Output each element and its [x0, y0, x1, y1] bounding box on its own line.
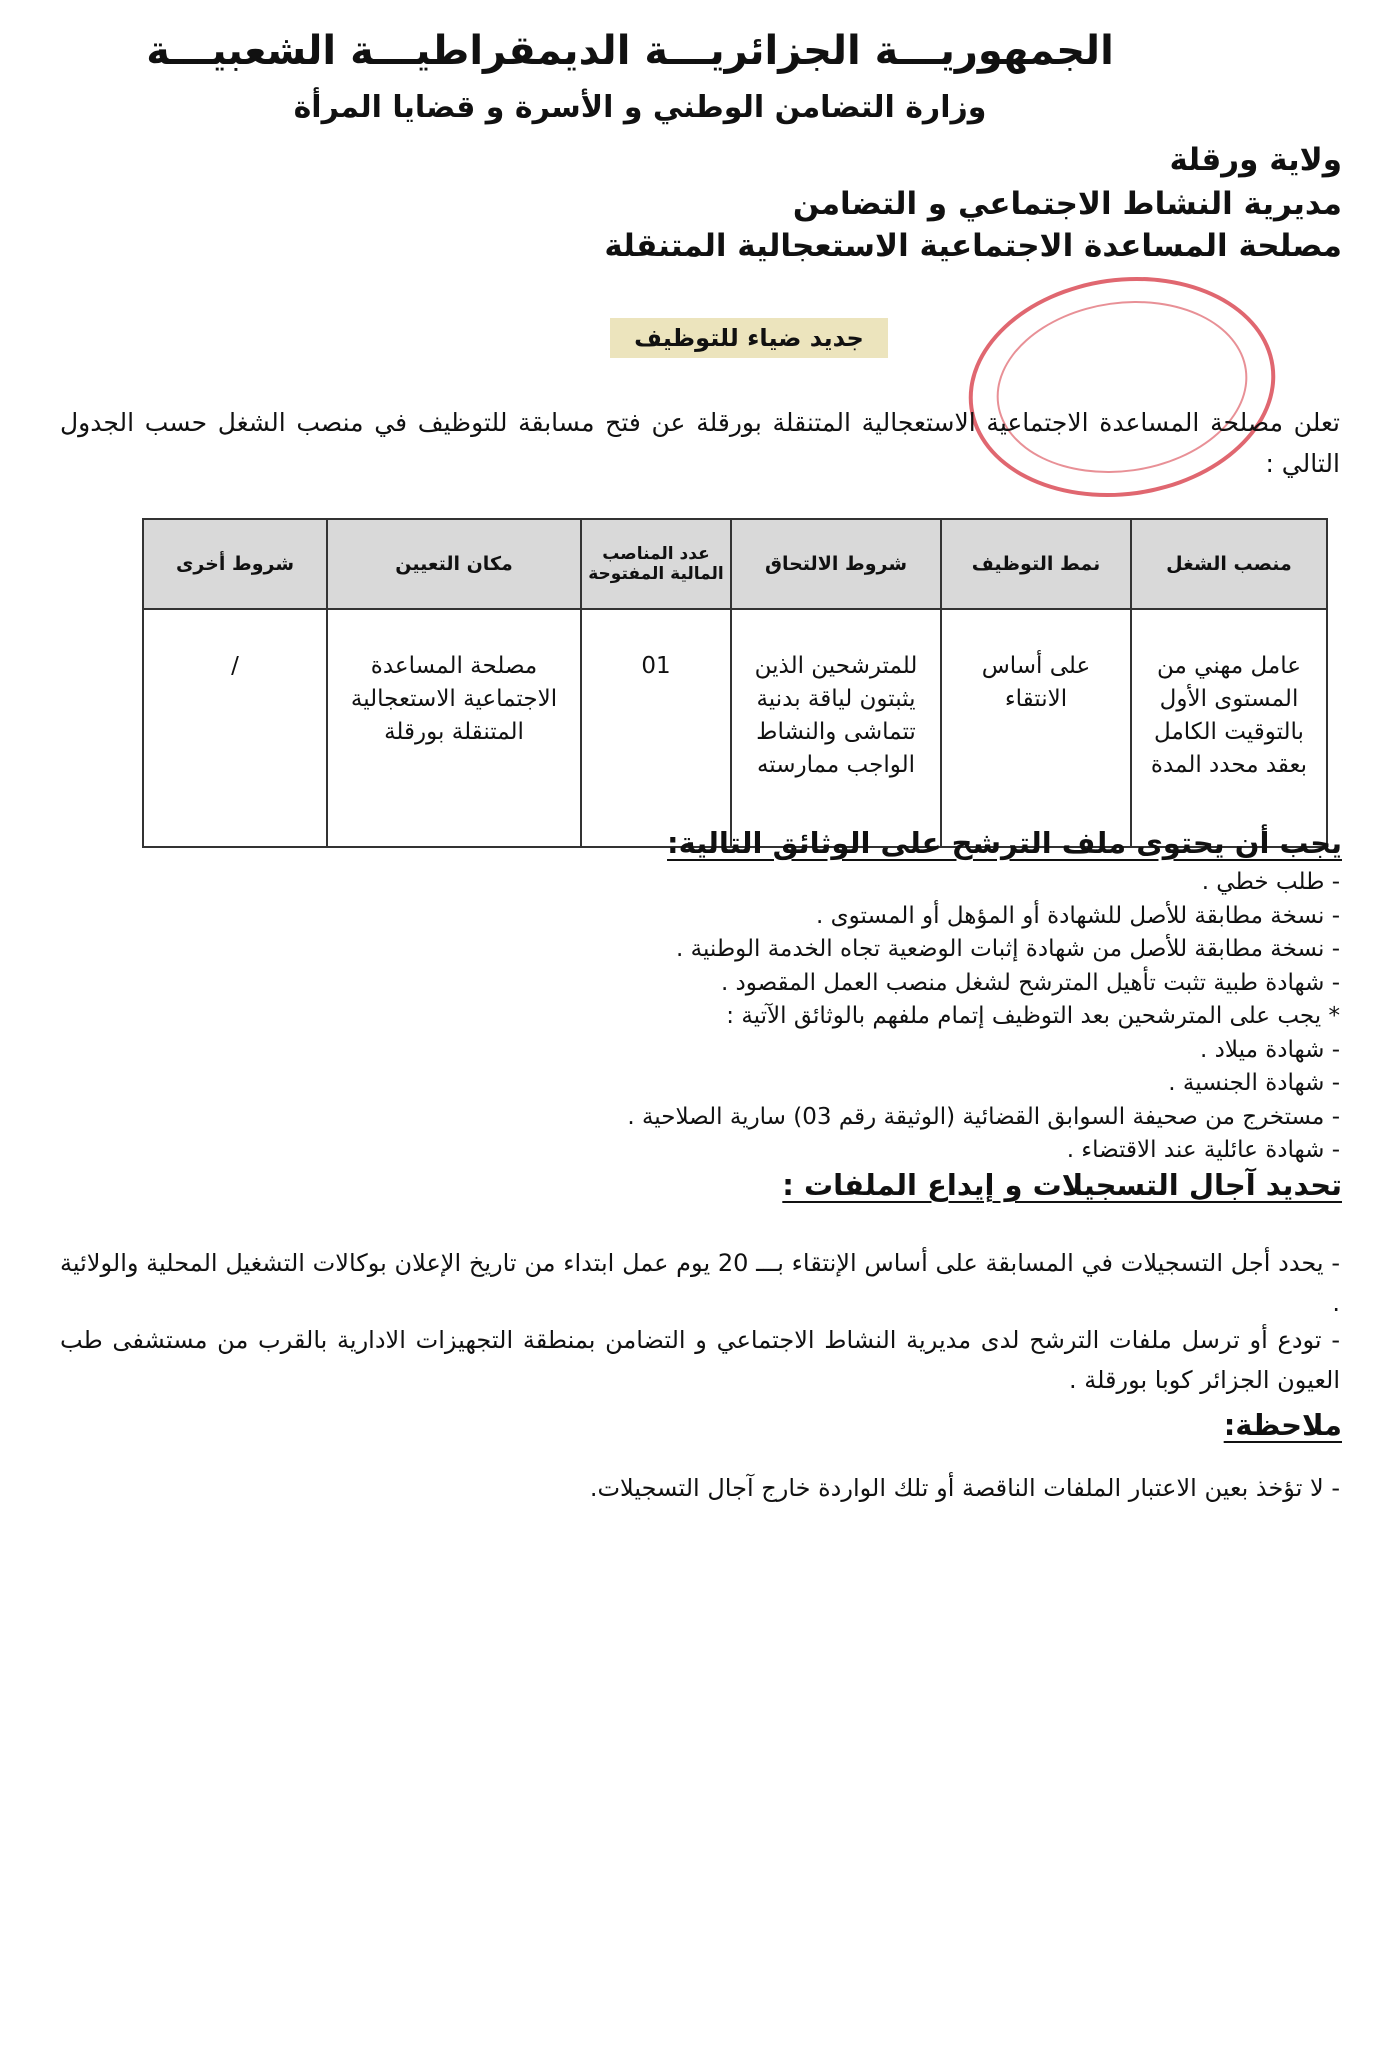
note-text: - لا تؤخذ بعين الاعتبار الملفات الناقصة أو تلك الواردة خارج آجال التسجيلات.: [589, 1474, 1340, 1502]
list-item: - طلب خطي .: [1201, 869, 1340, 895]
table-row: [143, 609, 1327, 847]
republic-title: الجمهوريـــة الجزائريـــة الديمقراطيـــة الشعبيـــة: [146, 28, 1114, 74]
header-conditions: شروط الالتحاق: [731, 519, 941, 609]
list-item: - نسخة مطابقة للأصل من شهادة إثبات الوضعية تجاه الخدمة الوطنية .: [675, 936, 1340, 962]
positions-table: [142, 518, 1328, 848]
list-item: - شهادة الجنسية .: [1168, 1070, 1340, 1096]
header-other-conditions: شروط أخرى: [143, 519, 327, 609]
header-open-positions: عدد المناصب المالية المفتوحة: [581, 519, 731, 609]
cell-conditions: للمترشحين الذين يثبتون لياقة بدنية تتماشى والنشاط الواجب ممارسته: [731, 609, 941, 847]
header-assignment-place: مكان التعيين: [327, 519, 581, 609]
cell-open-positions: 01: [581, 609, 731, 847]
cell-recruitment-mode: على أساس الانتقاء: [941, 609, 1131, 847]
registration-deadline-paragraph: - يحدد أجل التسجيلات في المسابقة على أساس الإنتقاء بـــ 20 يوم عمل ابتداء من تاريخ الإعلان بوكالات التشغيل المحلية والولائية .: [60, 1249, 1340, 1317]
service-label: مصلحة المساعدة الاجتماعية الاستعجالية المتنقلة: [604, 228, 1342, 264]
registration-heading: تحديد آجال التسجيلات و إيداع الملفات :: [782, 1168, 1342, 1202]
list-item: - نسخة مطابقة للأصل للشهادة أو المؤهل أو المستوى .: [816, 902, 1340, 929]
ministry-title: وزارة التضامن الوطني و الأسرة و قضايا المرأة: [293, 90, 987, 125]
header-position: منصب الشغل: [1131, 519, 1327, 609]
list-item: - شهادة ميلاد .: [1200, 1036, 1340, 1063]
wilaya-label: ولاية ورقلة: [1169, 142, 1342, 178]
documents-list: [627, 866, 1340, 1168]
list-item: - مستخرج من صحيفة السوابق القضائية (الوثيقة رقم 03) سارية الصلاحية .: [627, 1103, 1340, 1130]
cell-position: عامل مهني من المستوى الأول بالتوقيت الكامل بعقد محدد المدة: [1131, 609, 1327, 847]
submission-paragraph: - تودع أو ترسل ملفات الترشح لدى مديرية النشاط الاجتماعي و التضامن بمنطقة التجهيزات الادارية بالقرب من مستشفى طب العيون الجزائر كوبا بورقلة .: [60, 1326, 1340, 1394]
documents-heading: يجب أن يحتوى ملف الترشح على الوثائق التالية:: [667, 826, 1342, 860]
header-recruitment-mode: نمط التوظيف: [941, 519, 1131, 609]
cell-assignment-place: مصلحة المساعدة الاجتماعية الاستعجالية المتنقلة بورقلة: [327, 609, 581, 847]
cell-other-conditions: /: [143, 609, 327, 847]
watermark-banner: جديد ضياء للتوظيف: [610, 318, 888, 358]
note-heading: ملاحظة:: [1223, 1408, 1342, 1442]
table-header-row: [143, 519, 1327, 609]
intro-paragraph: تعلن مصلحة المساعدة الاجتماعية الاستعجالية المتنقلة بورقلة عن فتح مسابقة للتوظيف في منصب الشغل حسب الجدول التالي :: [60, 408, 1340, 478]
directorate-label: مديرية النشاط الاجتماعي و التضامن: [792, 186, 1342, 222]
list-item: - شهادة عائلية عند الاقتضاء .: [1066, 1137, 1340, 1163]
list-item: * يجب على المترشحين بعد التوظيف إتمام ملفهم بالوثائق الآتية :: [726, 1003, 1340, 1029]
list-item: - شهادة طبية تثبت تأهيل المترشح لشغل منصب العمل المقصود .: [720, 969, 1340, 996]
